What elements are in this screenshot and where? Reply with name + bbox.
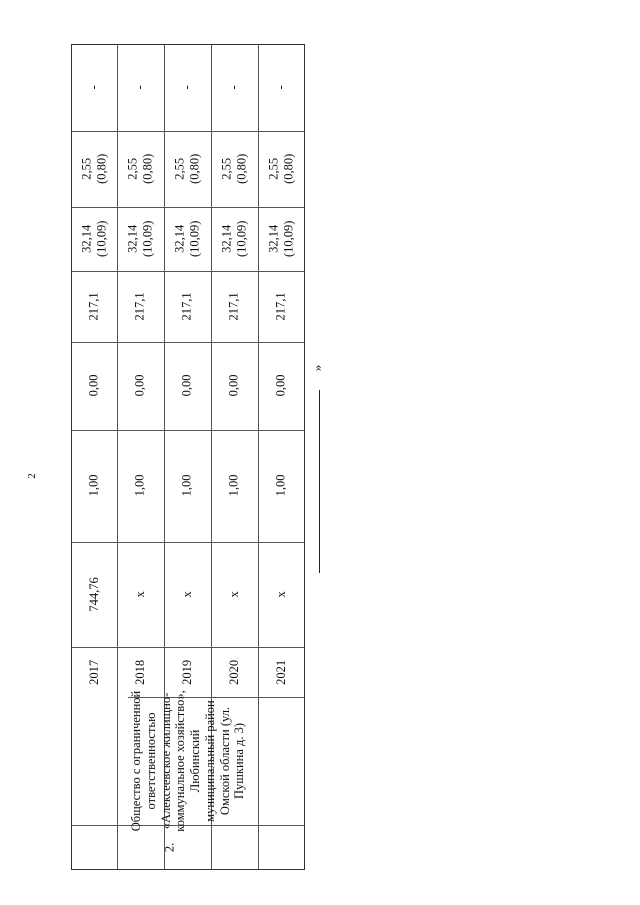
cell-col-b (117, 430, 163, 541)
cell-col-f (211, 131, 257, 206)
cell-col-d (211, 271, 257, 341)
cell-col-f-subvalue: (0,80) (93, 153, 108, 184)
cell-col-g-value: - (179, 84, 194, 90)
cell-col-g-value: - (273, 84, 288, 90)
cell-col-b-value: 1,00 (273, 474, 288, 497)
cell-col-b-value: 1,00 (132, 474, 147, 497)
cell-col-b (211, 430, 257, 541)
cell-col-e-subvalue: (10,09) (233, 220, 248, 257)
cell-col-g-value: - (226, 84, 241, 90)
cell-col-f-value: 2,55 (79, 157, 94, 180)
cell-col-a (258, 542, 304, 646)
cell-col-f-value: 2,55 (125, 157, 140, 180)
cell-col-f-subvalue: (0,80) (233, 153, 248, 184)
cell-col-c-value: 0,00 (86, 374, 101, 397)
cell-col-c (164, 342, 210, 429)
cell-col-d-value: 217,1 (86, 291, 101, 321)
cell-col-c-value: 0,00 (132, 374, 147, 397)
cell-col-f (164, 131, 210, 206)
cell-year-value: 2018 (132, 659, 147, 685)
cell-col-b-value: 1,00 (86, 474, 101, 497)
cell-year (164, 647, 210, 697)
cell-col-g (71, 44, 117, 130)
organization-cell (71, 689, 305, 832)
cell-col-a-value: x (132, 590, 147, 598)
cell-col-c (258, 342, 304, 429)
page-number: 2 (25, 473, 38, 479)
cell-year (71, 647, 117, 697)
cell-col-f (117, 131, 163, 206)
cell-col-e (164, 207, 210, 270)
cell-col-f (71, 131, 117, 206)
cell-col-e (71, 207, 117, 270)
cell-col-f-subvalue: (0,80) (186, 153, 201, 184)
cell-year (258, 647, 304, 697)
cell-col-f-subvalue: (0,80) (139, 153, 154, 184)
cell-col-d-value: 217,1 (226, 291, 241, 321)
cell-col-d (258, 271, 304, 341)
cell-col-a-value: x (273, 590, 288, 598)
cell-year (211, 647, 257, 697)
cell-col-d-value: 217,1 (179, 291, 194, 321)
cell-col-d-value: 217,1 (132, 291, 147, 321)
cell-col-e (258, 207, 304, 270)
cell-col-c (117, 342, 163, 429)
cell-col-f-value: 2,55 (172, 157, 187, 180)
cell-col-g (117, 44, 163, 130)
cell-col-d (71, 271, 117, 341)
cell-col-b (164, 430, 210, 541)
cell-col-c-value: 0,00 (226, 374, 241, 397)
closing-quote: » (309, 364, 325, 372)
cell-col-e (117, 207, 163, 270)
cell-col-a (164, 542, 210, 646)
cell-col-d-value: 217,1 (273, 291, 288, 321)
cell-col-g (258, 44, 304, 130)
cell-year-value: 2019 (179, 659, 194, 685)
cell-col-c-value: 0,00 (273, 374, 288, 397)
cell-year-value: 2017 (86, 659, 101, 685)
cell-col-a (117, 542, 163, 646)
cell-col-f-subvalue: (0,80) (280, 153, 295, 184)
row-number: 2. (162, 842, 177, 852)
cell-year (117, 647, 163, 697)
cell-col-e-value: 32,14 (125, 224, 140, 253)
cell-year-value: 2021 (273, 659, 288, 685)
end-rule (319, 390, 320, 573)
cell-col-c-value: 0,00 (179, 374, 194, 397)
cell-col-a-value: x (226, 590, 241, 598)
cell-col-f-value: 2,55 (266, 157, 281, 180)
cell-col-e-subvalue: (10,09) (186, 220, 201, 257)
cell-col-a-value: 744,76 (86, 576, 101, 612)
cell-col-b-value: 1,00 (226, 474, 241, 497)
cell-col-d (164, 271, 210, 341)
cell-col-e-value: 32,14 (172, 224, 187, 253)
cell-col-e (211, 207, 257, 270)
cell-col-e-value: 32,14 (219, 224, 234, 253)
cell-col-a (71, 542, 117, 646)
cell-col-e-subvalue: (10,09) (139, 220, 154, 257)
cell-col-e-subvalue: (10,09) (280, 220, 295, 257)
cell-col-a-value: x (179, 590, 194, 598)
cell-col-g-value: - (132, 84, 147, 90)
cell-col-c (211, 342, 257, 429)
cell-col-a (211, 542, 257, 646)
cell-year-value: 2020 (226, 659, 241, 685)
cell-col-e-subvalue: (10,09) (93, 220, 108, 257)
cell-col-d (117, 271, 163, 341)
cell-col-b-value: 1,00 (179, 474, 194, 497)
cell-col-e-value: 32,14 (79, 224, 94, 253)
cell-col-c (71, 342, 117, 429)
cell-col-g-value: - (86, 84, 101, 90)
cell-col-f (258, 131, 304, 206)
cell-col-e-value: 32,14 (266, 224, 281, 253)
cell-col-f-value: 2,55 (219, 157, 234, 180)
cell-col-b (258, 430, 304, 541)
cell-col-b (71, 430, 117, 541)
cell-col-g (211, 44, 257, 130)
cell-col-g (164, 44, 210, 130)
organization-name: Общество с ограниченной ответственностью «Алексеевское жилищно-коммунальное хозяйство», Любинский муниципальный район Омской области (ул. Пушкина д. 3) (129, 689, 247, 832)
